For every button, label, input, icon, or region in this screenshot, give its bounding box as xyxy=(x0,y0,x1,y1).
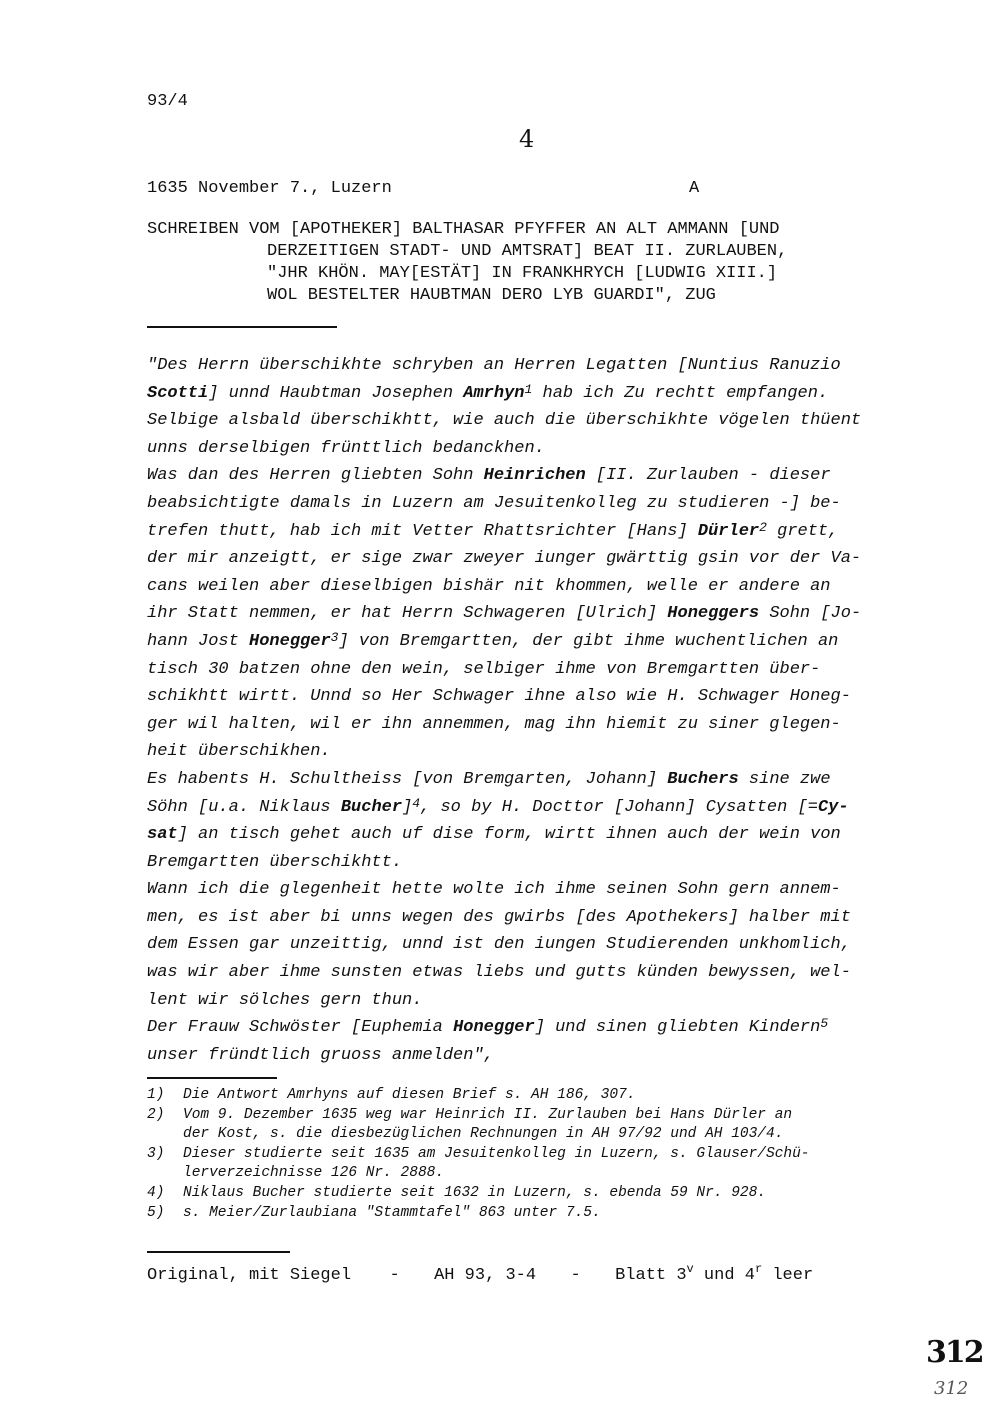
footnote-row xyxy=(147,1106,810,1126)
emphasized-name: Honegger xyxy=(249,631,331,651)
body-text-run: dem Essen gar unzeittig, unnd ist den iungen Studierenden unkhomlich, xyxy=(147,935,851,955)
body-line xyxy=(147,711,917,739)
body-line xyxy=(147,573,917,601)
body-line xyxy=(147,959,917,987)
body-text-run: Der Frauw Schwöster [Euphemia xyxy=(147,1018,454,1038)
footnote-number: 1) xyxy=(147,1087,165,1103)
body-text-run: sine zwe xyxy=(738,769,831,789)
footnote-text: Vom 9. Dezember 1635 weg war Heinrich II. Zurlauben bei Hans Dürler an xyxy=(183,1106,793,1123)
body-text-run: "Des Herrn überschikhte schryben an Herren Legatten [Nuntius Ranuzio xyxy=(147,356,841,375)
body-line xyxy=(147,380,917,408)
body-text-run: ] an tisch gehet auch uf dise form, wirtt ihnen auch der wein von xyxy=(177,825,841,845)
title-line-2: DERZEITIGEN STADT- UND AMTSRAT] BEAT II. ZURLAUBEN, xyxy=(267,242,788,261)
document-category: A xyxy=(689,179,700,198)
body-line xyxy=(147,1042,917,1070)
emphasized-name: Amrhyn xyxy=(463,383,525,403)
archive-stamp-number: 312 xyxy=(926,1335,983,1370)
footnote-text: Dieser studierte seit 1635 am Jesuitenkolleg in Luzern, s. Glauser/Schü- xyxy=(183,1145,810,1162)
title-line-4: WOL BESTELTER HAUBTMAN DERO LYB GUARDI", ZUG xyxy=(267,286,716,305)
emphasized-name: Heinrichen xyxy=(483,466,586,486)
footnote-reference: 3 xyxy=(330,629,339,645)
body-line xyxy=(147,462,917,490)
body-line xyxy=(147,628,917,656)
body-text-run: Was dan des Herren gliebten Sohn xyxy=(147,466,484,486)
source-und: und 4 xyxy=(693,1266,755,1285)
footnote-reference: 4 xyxy=(412,795,421,811)
handwritten-page-number: 4 xyxy=(519,125,535,153)
body-text-run: ] und sinen gliebten Kindern xyxy=(534,1018,821,1038)
body-line xyxy=(147,600,917,628)
body-text-run: was wir aber ihme sunsten etwas liebs und gutts künden bewyssen, wel- xyxy=(147,963,851,983)
emphasized-name: Honeggers xyxy=(667,604,760,624)
footnote-reference: 1 xyxy=(524,381,533,397)
footnote-text: s. Meier/Zurlaubiana "Stammtafel" 863 unter 7.5. xyxy=(183,1204,601,1221)
body-line xyxy=(147,352,917,380)
source-dash-2: - xyxy=(570,1266,581,1285)
body-text-run: hab ich Zu rechtt empfangen. xyxy=(532,383,829,403)
body-text-run: tisch 30 batzen ohne den wein, selbiger ihme von Bremgartten über- xyxy=(147,659,821,679)
body-text-run: hann Jost xyxy=(147,631,250,651)
body-line xyxy=(147,683,917,711)
body-line xyxy=(147,766,917,794)
title-divider xyxy=(147,326,337,328)
footnote-number xyxy=(147,1125,183,1145)
body-line xyxy=(147,656,917,684)
body-text-run: , so by H. Docttor [Johann] Cysatten [= xyxy=(420,797,818,817)
body-text-run: Selbige alsbald überschikhtt, wie auch die überschikhte vögelen thüent xyxy=(147,411,862,431)
body-line xyxy=(147,794,917,822)
body-line xyxy=(147,987,917,1015)
source-dash-1: - xyxy=(389,1266,400,1285)
body-line xyxy=(147,876,917,904)
body-line xyxy=(147,435,917,463)
body-text-run: unser fründtlich gruoss anmelden", xyxy=(147,1045,494,1065)
body-line xyxy=(147,490,917,518)
body-text-run: heit überschikhen. xyxy=(147,742,331,762)
footnote-row xyxy=(147,1145,810,1165)
body-text-run: men, es ist aber bi unns wegen des gwirbs [des Apothekers] halber mit xyxy=(147,907,851,927)
body-text-run: Söhn [u.a. Niklaus xyxy=(147,797,341,817)
footnote-row xyxy=(147,1204,810,1224)
footnote-reference: 5 xyxy=(820,1016,829,1032)
body-line xyxy=(147,904,917,932)
body-line xyxy=(147,849,917,877)
source-original: Original, mit Siegel xyxy=(147,1266,352,1285)
emphasized-name: Honegger xyxy=(453,1018,535,1038)
body-text-run: cans weilen aber dieselbigen bishär nit khommen, welle er andere an xyxy=(147,576,831,596)
footnote-reference: 2 xyxy=(759,519,767,535)
footnote-number: 5) xyxy=(147,1204,165,1221)
source-verso-mark: v xyxy=(686,1262,694,1276)
footnote-row xyxy=(147,1184,810,1204)
body-text-run: ] unnd Haubtman Josephen xyxy=(208,383,464,403)
body-text-run: der mir anzeigtt, er sige zwar zweyer iunger gwärttig gsin vor der Va- xyxy=(147,549,862,569)
body-text-run: ger wil halten, wil er ihn annemmen, mag ihn hiemit zu siner glegen- xyxy=(147,714,841,734)
body-text-run: lent wir sölches gern thun. xyxy=(147,990,423,1010)
body-line xyxy=(147,738,917,766)
footnote-text: lerverzeichnisse 126 Nr. 2888. xyxy=(183,1165,445,1182)
emphasized-name: sat xyxy=(147,825,178,845)
footnote-row xyxy=(147,1086,810,1106)
date-place: 1635 November 7., Luzern xyxy=(147,179,392,198)
source-divider xyxy=(147,1251,290,1253)
body-text-run: unns derselbigen frünttlich bedanckhen. xyxy=(147,438,545,458)
emphasized-name: Bucher xyxy=(340,797,403,817)
source-recto-mark: r xyxy=(754,1262,763,1276)
source-blatt: Blatt 3 xyxy=(615,1266,687,1285)
footnotes xyxy=(147,1086,810,1223)
body-line xyxy=(147,518,917,546)
footnote-number: 2) xyxy=(147,1106,165,1123)
footnote-number xyxy=(147,1164,183,1184)
footnote-divider xyxy=(147,1077,277,1079)
body-text-run: ihr Statt nemmen, er hat Herrn Schwageren [Ulrich] xyxy=(147,604,668,624)
document-number: 93/4 xyxy=(147,92,188,111)
footnote-number: 3) xyxy=(147,1145,165,1162)
body-text-run: grett, xyxy=(766,521,839,541)
body-text-run: ] von Bremgartten, der gibt ihme wuchentlichen an xyxy=(338,631,839,651)
footnote-text: Niklaus Bucher studierte seit 1632 in Luzern, s. ebenda 59 Nr. 928. xyxy=(183,1184,766,1201)
emphasized-name: Buchers xyxy=(667,769,739,789)
body-text-run: Bremgartten überschikhtt. xyxy=(147,852,403,872)
footnote-row xyxy=(147,1164,810,1184)
body-line xyxy=(147,407,917,435)
pencil-page-number: 312 xyxy=(934,1378,969,1399)
source-leer: leer xyxy=(762,1266,814,1285)
body-text-run: [II. Zurlauben - dieser xyxy=(585,466,831,486)
footnote-row xyxy=(147,1125,810,1145)
body-line xyxy=(147,931,917,959)
footnote-text: der Kost, s. die diesbezüglichen Rechnungen in AH 97/92 und AH 103/4. xyxy=(183,1126,784,1143)
body-line xyxy=(147,821,917,849)
body-text-run: Es habents H. Schultheiss [von Bremgarten, Johann] xyxy=(147,769,668,789)
body-text-run: beabsichtigte damals in Luzern am Jesuitenkolleg zu studieren -] be- xyxy=(147,493,841,513)
body-text-run: Sohn [Jo- xyxy=(759,604,862,624)
emphasized-name: Scotti xyxy=(147,383,209,403)
source-line xyxy=(147,1262,814,1285)
body-text-run: ] xyxy=(402,797,413,817)
source-archive-reference: AH 93, 3-4 xyxy=(434,1266,537,1285)
body-line xyxy=(147,545,917,573)
footnote-text: Die Antwort Amrhyns auf diesen Brief s. AH 186, 307. xyxy=(183,1087,636,1103)
body-text-run: trefen thutt, hab ich mit Vetter Rhattsrichter [Hans] xyxy=(147,521,698,541)
emphasized-name: Cy- xyxy=(817,797,849,817)
body-text-run: Wann ich die glegenheit hette wolte ich ihme seinen Sohn gern annem- xyxy=(147,880,841,900)
footnote-number: 4) xyxy=(147,1184,165,1201)
emphasized-name: Dürler xyxy=(697,521,760,541)
body-text-run: schikhtt wirtt. Unnd so Her Schwager ihne also wie H. Schwager Honeg- xyxy=(147,687,851,707)
title-line-3: "JHR KHÖN. MAY[ESTÄT] IN FRANKHRYCH [LUDWIG XIII.] xyxy=(267,264,778,283)
body-line xyxy=(147,1014,917,1042)
title-line-1: SCHREIBEN VOM [APOTHEKER] BALTHASAR PFYFFER AN ALT AMMANN [UND xyxy=(147,220,780,239)
letter-body xyxy=(147,352,917,1069)
